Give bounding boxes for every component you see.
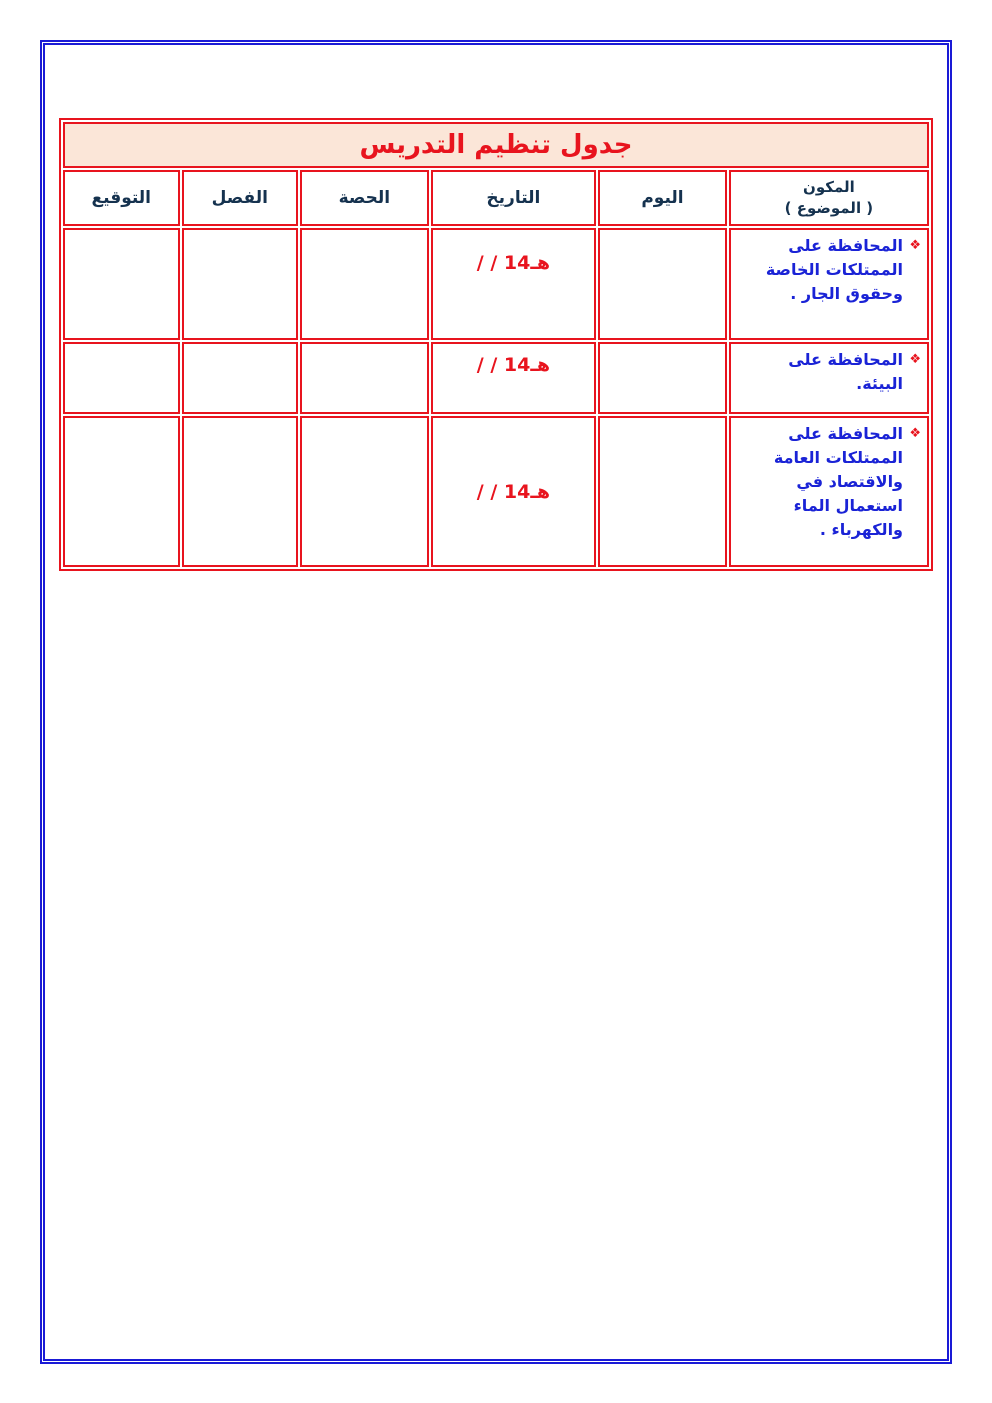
topic-line: والكهرباء . (819, 520, 903, 539)
diamond-bullet-icon: ❖ (909, 352, 921, 367)
topic-line: وحقوق الجار . (790, 284, 903, 303)
header-topic-line2: ( الموضوع ) (784, 199, 874, 217)
period-cell[interactable] (300, 228, 429, 340)
topic-cell (729, 342, 929, 414)
teaching-schedule-table (59, 118, 933, 571)
topic-line: استعمال الماء (793, 496, 903, 515)
topic-line: البيئة. (856, 374, 903, 393)
header-topic (729, 170, 929, 226)
date-cell[interactable]: / / 14هـ (431, 416, 596, 567)
day-cell[interactable] (598, 342, 727, 414)
day-cell[interactable] (598, 228, 727, 340)
signature-cell[interactable] (63, 228, 180, 340)
signature-cell[interactable] (63, 416, 180, 567)
topic-text (753, 422, 903, 542)
diamond-bullet-icon: ❖ (909, 238, 921, 253)
date-cell[interactable]: / / 14هـ (431, 228, 596, 340)
topic-line: المحافظة على (788, 424, 903, 443)
date-cell[interactable]: / / 14هـ (431, 342, 596, 414)
topic-line: والاقتصاد في (796, 472, 903, 491)
topic-cell (729, 416, 929, 567)
header-signature: التوقيع (63, 170, 180, 226)
header-day: اليوم (598, 170, 727, 226)
header-row (63, 170, 929, 226)
class-cell[interactable] (182, 416, 298, 567)
topic-line: الممتلكات الخاصة (765, 260, 903, 279)
topic-text (753, 234, 903, 306)
period-cell[interactable] (300, 342, 429, 414)
diamond-bullet-icon: ❖ (909, 426, 921, 441)
table-row (63, 342, 929, 414)
header-topic-line1: المكون (803, 178, 855, 196)
table-row (63, 416, 929, 567)
topic-cell (729, 228, 929, 340)
topic-line: المحافظة على (788, 236, 903, 255)
period-cell[interactable] (300, 416, 429, 567)
topic-text (753, 348, 903, 396)
header-class: الفصل (182, 170, 298, 226)
class-cell[interactable] (182, 228, 298, 340)
table-row (63, 228, 929, 340)
day-cell[interactable] (598, 416, 727, 567)
topic-line: الممتلكات العامة (773, 448, 903, 467)
table-title: جدول تنظيم التدريس (63, 122, 929, 168)
class-cell[interactable] (182, 342, 298, 414)
header-period: الحصة (300, 170, 429, 226)
header-date: التاريخ (431, 170, 596, 226)
topic-line: المحافظة على (788, 350, 903, 369)
signature-cell[interactable] (63, 342, 180, 414)
